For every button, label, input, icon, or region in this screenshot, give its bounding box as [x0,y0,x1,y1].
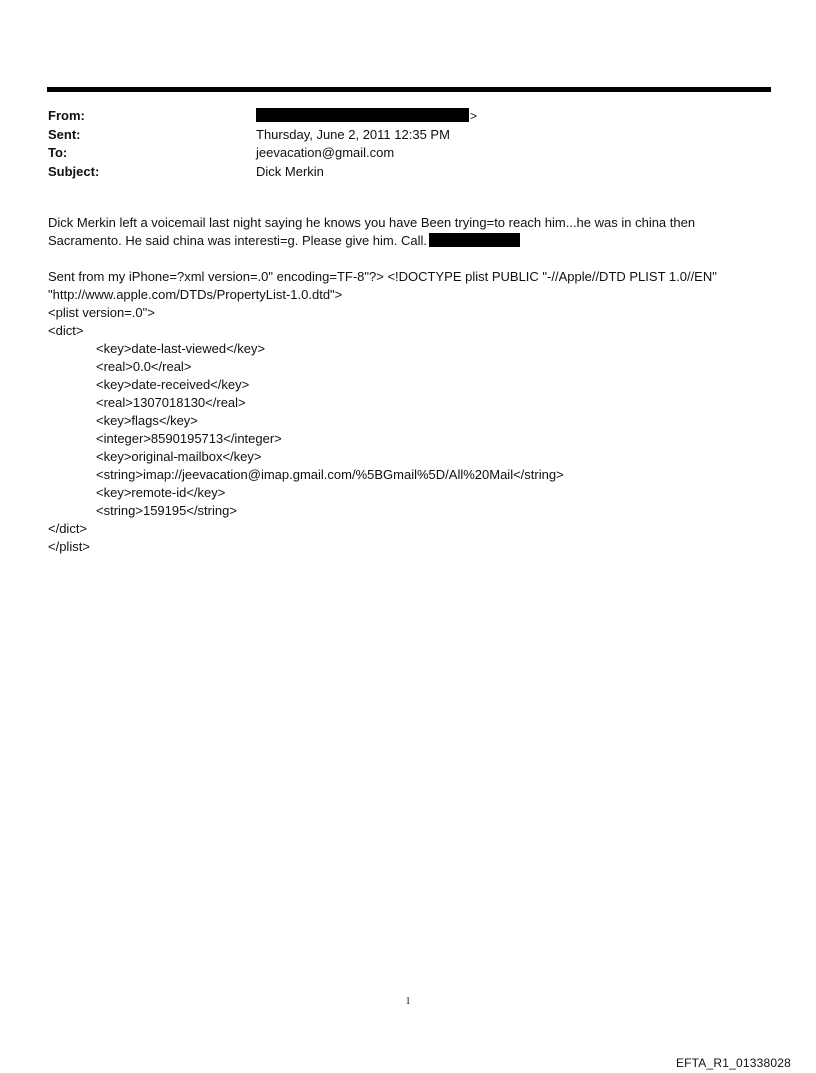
plist-line: <integer>8590195713</integer> [96,431,282,446]
plist-line: <key>flags</key> [96,413,198,428]
message-line: Dick Merkin left a voicemail last night saying he knows you have Been trying=to reach him...he was in china then [48,215,696,230]
to-value: jeevacation@gmail.com [256,145,395,160]
plist-line: <real>0.0</real> [96,359,192,374]
sent-label: Sent: [48,126,81,142]
sent-value: Thursday, June 2, 2011 12:35 PM [256,126,450,142]
from-row [48,107,748,126]
redaction-block [256,108,469,122]
plist-line: Sent from my iPhone=?xml version=.0" encoding=TF-8"?> <!DOCTYPE plist PUBLIC "-//Apple//DTD PLIST 1.0//EN" [48,269,717,284]
plist-line: <key>remote-id</key> [96,485,226,500]
plist-line: <plist version=.0"> [48,305,155,320]
to-row [48,144,748,163]
page-number: 1 [405,996,411,1007]
email-header [48,107,748,181]
plist-line: <key>date-last-viewed</key> [96,341,266,356]
plist-line: </plist> [48,539,90,554]
header-divider [47,87,771,92]
message-line-text: Sacramento. He said china was interesti=g. Please give him. Call. [48,233,427,248]
plist-line: <string>imap://jeevacation@imap.gmail.com/%5BGmail%5D/All%20Mail</string> [96,467,564,482]
document-id: EFTA_R1_01338028 [675,1056,791,1070]
from-suffix: > [470,109,478,123]
blank-line [48,250,768,268]
subject-row [48,163,748,182]
redaction-block [429,233,520,247]
from-label: From: [48,108,85,123]
plist-line: <dict> [48,323,84,338]
plist-line: <string>159195</string> [96,503,237,518]
from-value [256,107,477,126]
plist-line: <key>date-received</key> [96,377,250,392]
message-line [48,232,768,250]
subject-label: Subject: [48,163,100,179]
subject-value: Dick Merkin [256,163,324,179]
plist-line: <real>1307018130</real> [96,395,246,410]
plist-content [48,268,768,556]
plist-line: <key>original-mailbox</key> [96,449,262,464]
sent-row [48,126,748,145]
plist-line: </dict> [48,521,88,536]
plist-line: "http://www.apple.com/DTDs/PropertyList-1.0.dtd"> [48,287,343,302]
email-body [48,214,768,556]
to-label: To: [48,145,68,160]
